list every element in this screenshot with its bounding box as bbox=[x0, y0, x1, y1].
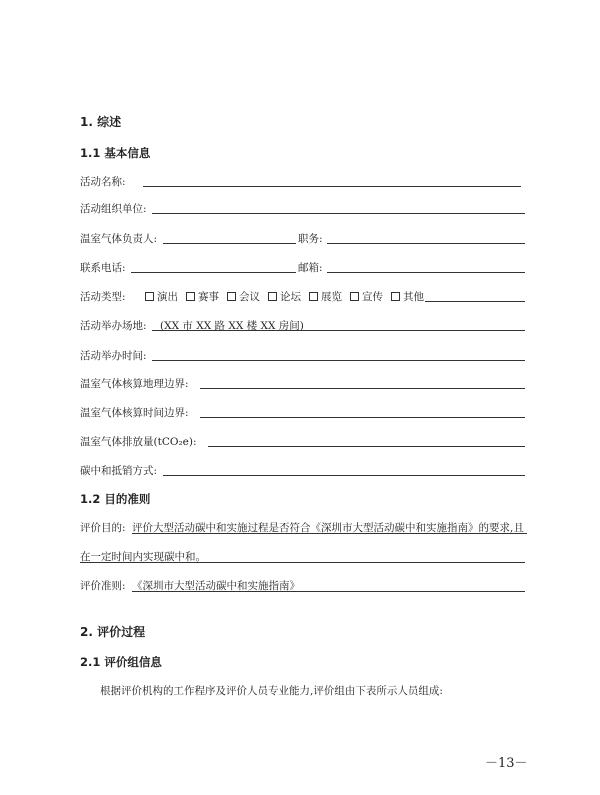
phone-label: 联系电话: bbox=[80, 262, 126, 274]
checkbox-icon[interactable] bbox=[268, 292, 277, 301]
option-conference[interactable]: 会议 bbox=[227, 289, 260, 304]
section-2-1-title: 2.1 评价组信息 bbox=[80, 655, 162, 669]
time-boundary-label: 温室气体核算时间边界: bbox=[80, 407, 189, 419]
section-2-1-body: 根据评价机构的工作程序及评价人员专业能力,评价组由下表所示人员组成: bbox=[100, 685, 443, 697]
venue-line bbox=[152, 330, 525, 331]
purpose-line-1: 评价大型活动碳中和实施过程是否符合《深圳市大型活动碳中和实施指南》的要求,且 bbox=[132, 522, 524, 534]
ghg-owner-line[interactable] bbox=[163, 243, 296, 244]
purpose-label: 评价目的: bbox=[80, 522, 126, 534]
offset-line[interactable] bbox=[163, 475, 525, 476]
ghg-owner-label: 温室气体负责人: bbox=[80, 233, 158, 245]
checkbox-icon[interactable] bbox=[145, 292, 154, 301]
time-label: 活动举办时间: bbox=[80, 350, 147, 362]
venue-label: 活动举办场地: bbox=[80, 320, 147, 332]
page-number: －13－ bbox=[485, 756, 528, 771]
geo-boundary-line[interactable] bbox=[200, 388, 525, 389]
organizer-line[interactable] bbox=[152, 213, 525, 214]
option-promotion[interactable]: 宣传 bbox=[350, 289, 383, 304]
checkbox-icon[interactable] bbox=[391, 292, 400, 301]
checkbox-icon[interactable] bbox=[309, 292, 318, 301]
email-label: 邮箱: bbox=[298, 262, 323, 274]
criteria-underline bbox=[132, 591, 525, 592]
time-boundary-line[interactable] bbox=[200, 417, 525, 418]
organizer-label: 活动组织单位: bbox=[80, 203, 147, 215]
criteria-value: 《深圳市大型活动碳中和实施指南》 bbox=[132, 580, 300, 592]
position-line[interactable] bbox=[327, 243, 525, 244]
option-competition[interactable]: 赛事 bbox=[186, 289, 219, 304]
purpose-line-2: 在一定时间内实现碳中和。 bbox=[80, 551, 206, 563]
emissions-label: 温室气体排放量(tCO₂e): bbox=[80, 436, 197, 448]
email-line[interactable] bbox=[327, 272, 525, 273]
geo-boundary-label: 温室气体核算地理边界: bbox=[80, 378, 189, 390]
position-label: 职务: bbox=[298, 233, 323, 245]
option-performance[interactable]: 演出 bbox=[145, 289, 178, 304]
checkbox-icon[interactable] bbox=[227, 292, 236, 301]
section-1-title: 1. 综述 bbox=[80, 115, 122, 129]
checkbox-icon[interactable] bbox=[350, 292, 359, 301]
offset-label: 碳中和抵销方式: bbox=[80, 465, 158, 477]
time-line[interactable] bbox=[152, 360, 525, 361]
purpose-underline-2 bbox=[80, 562, 525, 563]
section-2-title: 2. 评价过程 bbox=[80, 625, 146, 639]
activity-type-label: 活动类型: bbox=[80, 291, 126, 303]
checkbox-icon[interactable] bbox=[186, 292, 195, 301]
purpose-underline-1 bbox=[132, 533, 527, 534]
venue-value[interactable]: (XX 市 XX 路 XX 楼 XX 房间) bbox=[160, 320, 304, 332]
phone-line[interactable] bbox=[131, 272, 296, 273]
section-1-2-title: 1.2 目的准则 bbox=[80, 492, 151, 506]
option-forum[interactable]: 论坛 bbox=[268, 289, 301, 304]
activity-name-label: 活动名称: bbox=[80, 176, 126, 188]
option-exhibition[interactable]: 展览 bbox=[309, 289, 342, 304]
section-1-1-title: 1.1 基本信息 bbox=[80, 146, 151, 160]
activity-type-options bbox=[145, 289, 424, 304]
other-type-line[interactable] bbox=[425, 301, 525, 302]
option-other[interactable]: 其他 bbox=[391, 289, 424, 304]
emissions-line[interactable] bbox=[208, 446, 525, 447]
criteria-label: 评价准则: bbox=[80, 580, 126, 592]
activity-name-line[interactable] bbox=[143, 186, 521, 187]
